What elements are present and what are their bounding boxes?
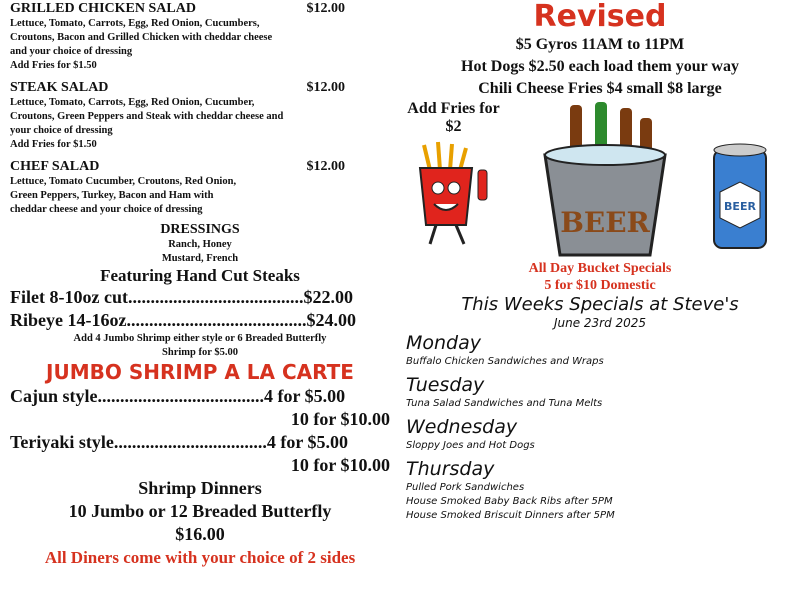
steak-item: Filet 8-10oz cut.......................................$22.00 (10, 287, 353, 307)
shrimp-title: JUMBO SHRIMP A LA CARTE (46, 360, 354, 384)
images-row (406, 100, 794, 260)
specials-title: This Weeks Specials at Steve's (461, 294, 739, 315)
salad (10, 0, 390, 73)
salad-desc: Lettuce, Tomato, Carrots, Egg, Red Onion, Cucumbers, Croutons, Bacon and Grilled Chicken with cheddar cheese and your choice of dressing (10, 18, 273, 57)
salad-price: $12.00 (306, 1, 345, 16)
special-line: $5 Gyros 11AM to 11PM (515, 36, 685, 53)
day-heading: Monday (406, 332, 482, 354)
dressings-title: DRESSINGS (160, 222, 240, 237)
salad-price: $12.00 (306, 159, 345, 174)
salad-name: CHEF SALAD (10, 159, 100, 174)
dressings-line: Mustard, French (161, 253, 239, 264)
shrimp-line: Teriyaki style..................................4 for $5.00 (10, 432, 348, 452)
beer-bucket-icon (540, 100, 670, 258)
day-item: Pulled Pork Sandwiches (406, 482, 525, 493)
salad-name: STEAK SALAD (10, 80, 109, 95)
steak-note: Add 4 Jumbo Shrimp either style or 6 Breaded Butterfly Shrimp for $5.00 (73, 333, 327, 358)
salad (10, 79, 390, 152)
svg-text:BEER: BEER (724, 200, 756, 213)
left-column (0, 0, 400, 569)
special-line: Hot Dogs $2.50 each load them your way (461, 58, 739, 75)
day-item: Sloppy Joes and Hot Dogs (406, 440, 535, 451)
day-item: Buffalo Chicken Sandwiches and Wraps (406, 356, 604, 367)
bucket-special: All Day Bucket Specials (528, 261, 672, 276)
dressings-line: Ranch, Honey (168, 239, 232, 250)
day-item: Tuna Salad Sandwiches and Tuna Melts (406, 398, 603, 409)
dinners-price: $16.00 (175, 524, 225, 544)
salad-price: $12.00 (306, 80, 345, 95)
dinners-note: All Diners come with your choice of 2 sides (44, 548, 356, 567)
beer-label: BEER (560, 206, 650, 239)
fries-text: Add Fries for $2 (407, 100, 500, 135)
revised-heading: Revised (533, 0, 667, 34)
fries-mascot-icon (410, 140, 495, 250)
shrimp-line: 10 for $10.00 (290, 409, 390, 429)
dinners-line: 10 Jumbo or 12 Breaded Butterfly (68, 501, 332, 521)
day-heading: Wednesday (406, 416, 518, 438)
salad-desc: Lettuce, Tomato Cucumber, Croutons, Red Onion, Green Peppers, Turkey, Bacon and Ham with cheddar cheese and your choice of dressing (10, 176, 237, 215)
salad (10, 158, 390, 217)
salad-name: GRILLED CHICKEN SALAD (10, 1, 196, 16)
special-line: Chili Cheese Fries $4 small $8 large (478, 80, 722, 97)
steaks-title: Featuring Hand Cut Steaks (100, 266, 300, 285)
right-column (400, 0, 800, 523)
day-item: House Smoked Briscuit Dinners after 5PM (406, 510, 615, 521)
beer-can-icon (710, 140, 770, 252)
salad-desc: Lettuce, Tomato, Carrots, Egg, Red Onion, Cucumber, Croutons, Green Peppers and Steak with cheddar cheese and your choice of dressing (10, 97, 284, 136)
day-heading: Thursday (406, 458, 495, 480)
steak-item: Ribeye 14-16oz........................................$24.00 (10, 310, 356, 330)
dinners-title: Shrimp Dinners (138, 478, 262, 498)
shrimp-line: 10 for $10.00 (290, 455, 390, 475)
salad-extra: Add Fries for $1.50 (10, 60, 97, 71)
day-heading: Tuesday (406, 374, 485, 396)
shrimp-line: Cajun style.....................................4 for $5.00 (10, 386, 346, 406)
salad-extra: Add Fries for $1.50 (10, 139, 97, 150)
day-item: House Smoked Baby Back Ribs after 5PM (406, 496, 613, 507)
bucket-special: 5 for $10 Domestic (544, 278, 656, 293)
specials-date: June 23rd 2025 (553, 316, 647, 330)
